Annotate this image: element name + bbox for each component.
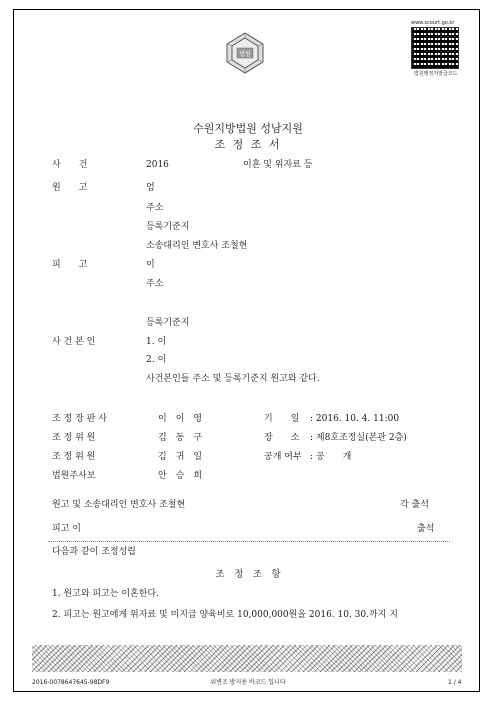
attendance-plaintiff: 원고 및 소송대리인 변호사 조철현 (52, 500, 186, 510)
defendant-name: 이 (146, 260, 155, 270)
plaintiff-registration-label: 등록기준지 (146, 222, 190, 232)
defendant-registration-label: 등록기준지 (146, 318, 190, 328)
doc-title: 조 정 조 서 (214, 138, 282, 151)
anti-forgery-barcode (32, 645, 462, 672)
qr-url: www.scourt.go.kr (411, 20, 455, 26)
clause-2: 2. 피고는 원고에게 위자료 및 미지급 양육비로 10,000,000원을 2016. 10. 30.까지 지 (52, 610, 398, 620)
plaintiff-name: 엄 (146, 183, 155, 193)
principal-1: 1. 이 (146, 337, 167, 347)
plaintiff-counsel: 소송대리인 변호사 조철현 (146, 241, 248, 251)
page-number: 1 / 4 (448, 679, 462, 686)
court-name: 수원지방법원 성남지원 (193, 122, 303, 135)
qr-code[interactable] (411, 27, 459, 69)
divider (48, 541, 450, 542)
official-role: 조 정 위 원 (52, 433, 96, 443)
official-name: 안 승 희 (158, 471, 203, 481)
clause-1: 1. 원고와 피고는 이혼한다. (52, 589, 159, 599)
public-label: 공개 여부 (264, 452, 302, 462)
hearing-place: : 제8호조정실(본관 2층) (310, 433, 407, 443)
hearing-date: : 2016. 10. 4. 11:00 (310, 414, 400, 424)
official-name: 이 이 영 (158, 414, 203, 424)
intro-text: 다음과 같이 조정성립 (52, 547, 136, 557)
principal-note: 사건본인들 주소 및 등록기준지 원고와 같다. (146, 374, 320, 384)
plaintiff-label: 원 고 (52, 183, 88, 193)
case-type: 이혼 및 위자료 등 (243, 160, 313, 170)
official-role: 조 정 위 원 (52, 452, 96, 462)
case-label: 사 건 (52, 160, 88, 170)
barcode-notice: 위변조 방지용 바코드 입니다 (210, 679, 286, 686)
official-name: 김 귀 일 (158, 452, 203, 462)
defendant-address-label: 주소 (146, 279, 164, 289)
principal-2: 2. 이 (146, 355, 167, 365)
hearing-date-label: 기 일 (264, 414, 300, 424)
court-emblem-icon (222, 30, 268, 76)
official-role: 법원주사보 (52, 471, 96, 481)
official-name: 김 동 구 (158, 433, 203, 443)
section-title: 조 정 조 항 (215, 569, 281, 580)
qr-caption: 법원행정처발급코드 (414, 71, 458, 77)
svg-text:법원: 법원 (239, 51, 251, 58)
public-value: : 공 개 (310, 452, 352, 462)
attendance-defendant-status: 출석 (417, 524, 435, 534)
attendance-plaintiff-status: 각 출석 (400, 500, 429, 510)
official-role: 조 정 장 판 사 (52, 414, 107, 424)
document-id: 2016-0078647645-98DF9 (32, 679, 110, 686)
hearing-place-label: 장 소 (264, 433, 300, 443)
defendant-label: 피 고 (52, 260, 88, 270)
plaintiff-address-label: 주소 (146, 203, 164, 213)
principal-label: 사 건 본 인 (52, 337, 96, 347)
attendance-defendant: 피고 이 (52, 524, 81, 534)
case-number: 2016 (146, 160, 169, 170)
